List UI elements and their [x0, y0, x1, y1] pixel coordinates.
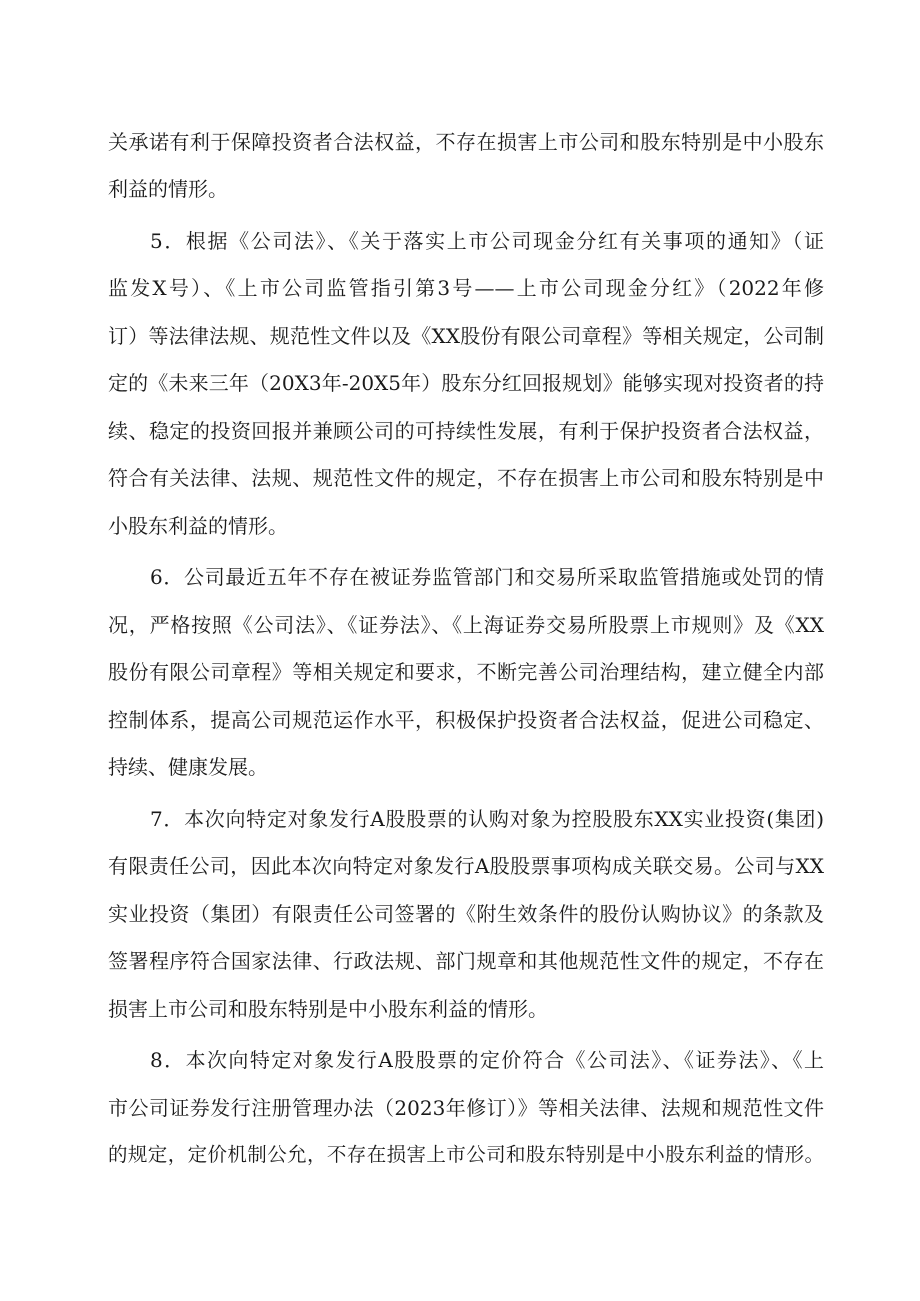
text-line: 续、稳定的投资回报并兼顾公司的可持续性发展，有利于保护投资者合法权益， — [108, 419, 824, 443]
text-line: 有限责任公司，因此本次向特定对象发行A股股票事项构成关联交易。公司与XX — [108, 854, 824, 878]
text-line: 损害上市公司和股东特别是中小股东利益的情形。 — [108, 997, 548, 1021]
text-line: 持续、健康发展。 — [108, 755, 268, 779]
text-line: 市公司证券发行注册管理办法（2023年修订）》等相关法律、法规和规范性文件 — [108, 1096, 824, 1120]
text-line: 监发X号）、《上市公司监管指引第3号——上市公司现金分红》（2022年修 — [108, 276, 824, 300]
text-line: 5．根据《公司法》、《关于落实上市公司现金分红有关事项的通知》（证 — [150, 229, 824, 253]
text-line: 小股东利益的情形。 — [108, 514, 288, 538]
text-line: 股份有限公司章程》等相关规定和要求，不断完善公司治理结构，建立健全内部 — [108, 660, 824, 684]
text-line: 的规定，定价机制公允，不存在损害上市公司和股东特别是中小股东利益的情形。 — [108, 1143, 824, 1166]
text-line: 7．本次向特定对象发行A股股票的认购对象为控股股东XX实业投资(集团) — [150, 807, 824, 831]
text-line: 况，严格按照《公司法》、《证券法》、《上海证券交易所股票上市规则》及《XX — [108, 613, 824, 637]
text-line: 6．公司最近五年不存在被证券监管部门和交易所采取监管措施或处罚的情 — [150, 565, 824, 589]
text-line: 订）等法律法规、规范性文件以及《XX股份有限公司章程》等相关规定，公司制 — [108, 324, 824, 348]
text-line: 控制体系，提高公司规范运作水平，积极保护投资者合法权益，促进公司稳定、 — [108, 708, 824, 732]
text-line: 利益的情形。 — [108, 177, 228, 201]
text-line: 签署程序符合国家法律、行政法规、部门规章和其他规范性文件的规定，不存在 — [108, 949, 824, 973]
text-line: 实业投资（集团）有限责任公司签署的《附生效条件的股份认购协议》的条款及 — [108, 902, 824, 926]
text-line: 符合有关法律、法规、规范性文件的规定，不存在损害上市公司和股东特别是中 — [108, 466, 824, 490]
text-line: 定的《未来三年（20X3年-20X5年）股东分红回报规划》能够实现对投资者的持 — [108, 371, 824, 395]
text-line: 8．本次向特定对象发行A股股票的定价符合《公司法》、《证券法》、《上 — [150, 1048, 824, 1072]
text-line: 关承诺有利于保障投资者合法权益，不存在损害上市公司和股东特别是中小股东 — [108, 130, 824, 154]
